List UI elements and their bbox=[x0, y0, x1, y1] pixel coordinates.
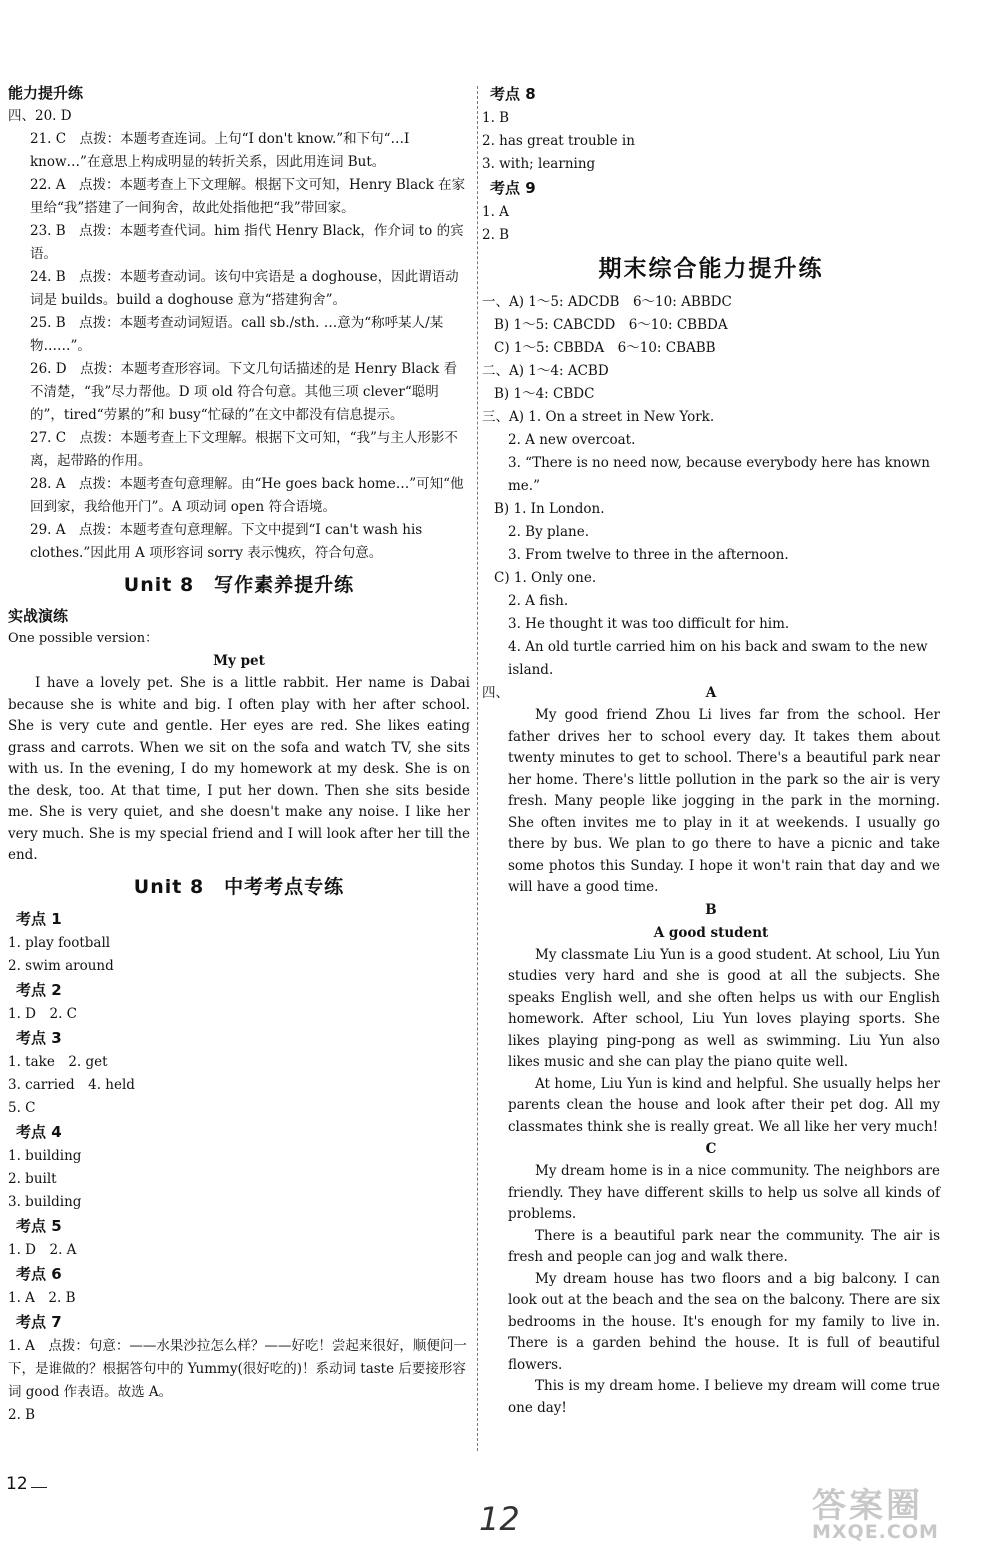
answer-item: 23. B 点拨：本题考查代词。him 指代 Henry Black，作介词 to 的宾语。 bbox=[30, 223, 464, 262]
unit-title: Unit 8 中考考点专练 bbox=[133, 875, 345, 898]
handwritten-number: 12 bbox=[479, 1500, 520, 1538]
kaodian-heading: 考点 3 bbox=[16, 1028, 62, 1047]
answer-line: 三、A) 1. On a street in New York. bbox=[482, 409, 715, 425]
kaodian-heading: 考点 5 bbox=[16, 1216, 62, 1235]
answer-line: 1. A bbox=[482, 204, 509, 220]
essay-paragraph: My dream house has two floors and a big balcony. I can look out at the beach and the sea on the balcony. There are six bedrooms in the house. It's enough for my family to live in. There is a garden behind the house. It is full of beautiful flowers. bbox=[508, 1270, 940, 1373]
answer-line: 3. He thought it was too difficult for him. bbox=[508, 616, 790, 632]
watermark-logo bbox=[812, 1478, 939, 1543]
answer-line: 2. has great trouble in bbox=[482, 133, 635, 149]
answer-line: 1. D 2. A bbox=[8, 1241, 77, 1258]
answer-line: 2. B bbox=[8, 1406, 36, 1423]
answer-line: B) 1. In London. bbox=[494, 501, 605, 517]
answer-item: 28. A 点拨：本题考查句意理解。由“He goes back home…”可知“他回到家，我给他开门”。A 项动词 open 符合语境。 bbox=[30, 476, 464, 515]
kaodian-heading: 考点 7 bbox=[16, 1312, 62, 1331]
answer-line: 1. play football bbox=[8, 934, 111, 951]
answer-line: 2. built bbox=[8, 1170, 57, 1187]
answer-line: 1. building bbox=[8, 1147, 82, 1164]
essay-label-b: B bbox=[705, 901, 717, 918]
answer-line: 2. A fish. bbox=[508, 593, 569, 609]
answer-line: 5. C bbox=[8, 1099, 36, 1116]
section-heading: 能力提升练 bbox=[8, 84, 84, 102]
essay-label-c: C bbox=[705, 1141, 717, 1157]
answer-item: 29. A 点拨：本题考查句意理解。下文中提到“I can't wash his clothes.”因此用 A 项形容词 sorry 表示愧疚，符合句意。 bbox=[30, 522, 423, 561]
kaodian-heading: 考点 8 bbox=[490, 85, 536, 103]
answer-line: 1. A 点拨：句意：——水果沙拉怎么样？——好吃！尝起来很好，顺便问一下，是谁做的？根据答句中的 Yummy(很好吃的)！系动词 taste 后要接形容词 good 作表语。故选 A。 bbox=[8, 1337, 467, 1400]
answer-item: 25. B 点拨：本题考查动词短语。call sb./sth. …意为“称呼某人/某物……”。 bbox=[30, 315, 444, 354]
answer-line: 3. carried 4. held bbox=[8, 1076, 135, 1093]
answer-line: 3. From twelve to three in the afternoon. bbox=[508, 547, 789, 563]
answer-line: 2. By plane. bbox=[508, 524, 589, 540]
section-heading: 实战演练 bbox=[8, 607, 69, 625]
essay-paragraph: My classmate Liu Yun is a good student. At school, Liu Yun studies very hard and she is good at all the subjects. She speaks English well, and she often helps us with our English homework. After school, Liu Yun loves playing sports. She likes playing ping-pong as well as swimming. Liu Yun also likes music and she can play the piano quite well. bbox=[508, 946, 940, 1070]
kaodian-heading: 考点 9 bbox=[490, 179, 536, 197]
essay-my-pet bbox=[8, 673, 470, 867]
essay-title: A good student bbox=[653, 924, 769, 941]
answer-line: 2. B bbox=[482, 227, 510, 243]
answer-line: 1. A 2. B bbox=[8, 1289, 76, 1306]
unit-title: Unit 8 写作素养提升练 bbox=[123, 574, 355, 596]
answer-line: 2. A new overcoat. bbox=[508, 432, 636, 448]
essay-label-a: A bbox=[705, 685, 717, 701]
answer-line: 3. building bbox=[8, 1193, 82, 1210]
kaodian-heading: 考点 2 bbox=[16, 980, 62, 999]
essay-paragraph: At home, Liu Yun is kind and helpful. She usually helps her parents clean the house and look after their pet dog. All my classmates think she is really great. We all like her very much! bbox=[508, 1075, 940, 1135]
essay-paragraph: I have a lovely pet. She is a little rabbit. Her name is Dabai because she is white and big. I often play with her after school. She is very cute and gentle. Her eyes are red. She likes eating grass and carrots. When we sit on the sofa and watch TV, she sits with us. In the evening, I do my homework at my desk. She is on the desk, too. At that time, I put her down. Then she sits beside me. She is very quiet, and she doesn't make any noise. I like her very much. She is my special friend and I will look after her till the end. bbox=[8, 675, 470, 863]
kaodian-heading: 考点 6 bbox=[16, 1264, 62, 1283]
answer-line: 1. take 2. get bbox=[8, 1053, 108, 1070]
kaodian-heading: 考点 1 bbox=[16, 909, 62, 928]
essay-paragraph: This is my dream home. I believe my dream will come true one day! bbox=[508, 1378, 940, 1416]
answer-line: 3. “There is no need now, because everybody here has known me.” bbox=[508, 455, 930, 494]
essay-paragraph: My good friend Zhou Li lives far from the school. Her father drives her to school every day. It takes them about twenty minutes to get to school. There's a beautiful park near her home. There's little pollution in the park so the air is very fresh. Many people like jogging in the park in the morning. She often invites me to play in it at weekends. I usually go there by bus. We plan to go there to have a picnic and take some photos this Sunday. I hope it won't rain that day and we will have a good time. bbox=[508, 707, 940, 895]
answer-item: 22. A 点拨：本题考查上下文理解。根据下文可知，Henry Black 在家里给“我”搭建了一间狗舍，故此处指他把“我”带回家。 bbox=[30, 177, 466, 216]
answer-item: 24. B 点拨：本题考查动词。该句中宾语是 a doghouse，因此谓语动词是 builds。build a doghouse 意为“搭建狗舍”。 bbox=[30, 269, 459, 308]
essay-b bbox=[482, 945, 940, 1139]
answer-line: 二、A) 1～4: ACBD bbox=[482, 363, 609, 379]
answer-line: 1. D 2. C bbox=[8, 1005, 77, 1022]
essay-a bbox=[482, 705, 940, 899]
answer-item: 21. C 点拨：本题考查连词。上句“I don't know.”和下句“…I know…”在意思上构成明显的转折关系，因此用连词 But。 bbox=[30, 131, 410, 170]
page-number: 12 bbox=[6, 1474, 28, 1494]
essay-paragraph: My dream home is in a nice community. The neighbors are friendly. They have different skills to help us solve all kinds of problems. bbox=[508, 1163, 940, 1222]
answer-line: C) 1～5: CBBDA 6～10: CBABB bbox=[494, 340, 716, 356]
answer-line: B) 1～5: CABCDD 6～10: CBBDA bbox=[494, 317, 728, 333]
answer-item: 27. C 点拨：本题考查上下文理解。根据下文可知，“我”与主人形影不离，起带路的作用。 bbox=[30, 430, 458, 469]
answer-item: 四、20. D bbox=[8, 108, 72, 124]
watermark-en: MXQE.COM bbox=[812, 1521, 939, 1543]
column-divider bbox=[477, 86, 478, 1451]
final-review-title: 期末综合能力提升练 bbox=[598, 256, 824, 282]
answer-line: 1. B bbox=[482, 110, 510, 126]
right-column: 考点 8 1. B 2. has great trouble in 3. with; learning 考点 9 1. A 2. B 期末综合能力提升练 一、A) 1～5: ADCDB 6～10: ABBDC B) 1～5: CABCDD 6～10: CBBDA C) 1～5: CBBDA 6～10: CBABB 二、A) 1～4: ACBD B) 1～4: CBDC 三、A) 1. On a street in New York. 2. A new overcoat. 3. “There is no need now, because everybody here has known me.” B) 1. In London. 2. By plane. 3. From twelve to three in the afternoon. C) 1. Only one. 2. A fish. 3. He thought it was too difficult for him. 4. An old turtle carried him on his back and swam to the new island. 四、 A My good friend Zhou Li lives far from the school. Her father drives her to school every day. It takes them about twenty minutes to get to school. There's a beautiful park near her home. There's little pollution in the park so the air is very fresh. Many people like jogging in the park in the morning. She often invites me to play in it at weekends. I usually go there by bus. We plan to go there to have a picnic and take some photos this Sunday. I hope it won't rain that day and we will have a good time. B A good student My classmate Liu Yun is a good student. At school, Liu Yun studies very hard and she is good at all the subjects. She speaks English well, and she often helps us with our English homework. After school, Liu Yun loves playing sports. She likes playing ping-pong as well as swimming. Liu Yun also likes music and she can play the piano quite well. At home, Liu Yun is kind and helpful. She usually helps her parents clean the house and look after their pet dog. All my classmates think she is really great. We all like her very much! C My dream home is in a nice community. The neighbors are friendly. They have different skills to help us solve all kinds of problems. There is a beautiful park near the community. The air is fresh and people can jog and walk there. My dream house has two floors and a big balcony. I can look out at the beach and the sea on the balcony. There are six bedrooms in the house. It's enough for my family to live in. There is a garden behind the house. It is full of beautiful flowers. This is my dream home. I believe my dream will come true one day! bbox=[482, 82, 940, 1419]
kaodian-heading: 考点 4 bbox=[16, 1122, 62, 1141]
page-number-dash bbox=[31, 1487, 47, 1488]
answer-line: B) 1～4: CBDC bbox=[494, 386, 595, 402]
answer-line: 4. An old turtle carried him on his back and swam to the new island. bbox=[508, 639, 928, 678]
answer-line: 2. swim around bbox=[8, 957, 114, 974]
answer-line: C) 1. Only one. bbox=[494, 570, 597, 586]
essay-title: My pet bbox=[213, 653, 265, 669]
answer-line: 一、A) 1～5: ADCDB 6～10: ABBDC bbox=[482, 294, 732, 310]
essay-paragraph: There is a beautiful park near the community. The air is fresh and people can jog and walk there. bbox=[508, 1227, 940, 1265]
left-column bbox=[8, 82, 470, 1427]
possible-version-label: One possible version： bbox=[8, 631, 159, 646]
watermark-cn: 答案圈 bbox=[812, 1486, 923, 1526]
essay-c bbox=[482, 1161, 940, 1419]
answer-item: 26. D 点拨：本题考查形容词。下文几句话描述的是 Henry Black 看不清楚，“我”尽力帮他。D 项 old 符合句意。其他三项 clever“聪明的”，tired“劳累的”和 busy“忙碌的”在文中都没有信息提示。 bbox=[30, 361, 458, 423]
answer-line: 3. with; learning bbox=[482, 156, 596, 172]
